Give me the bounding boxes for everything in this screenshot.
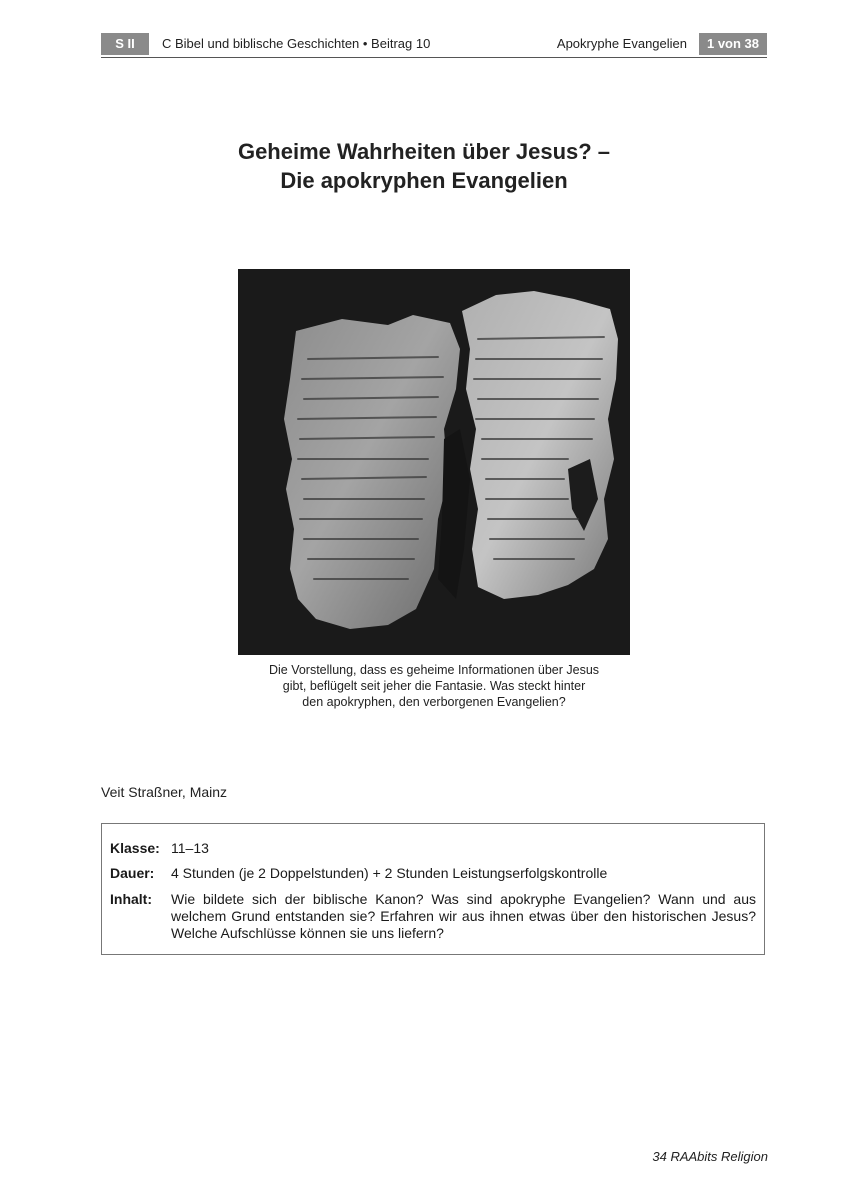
- caption-line-2: gibt, beflügelt seit jeher die Fantasie. Was steckt hinter: [282, 679, 586, 693]
- level-badge: S II: [101, 33, 149, 55]
- page-title: [0, 137, 848, 195]
- inhalt-label: Inhalt:: [110, 891, 152, 907]
- title-line-1: Geheime Wahrheiten über Jesus? –: [237, 139, 611, 164]
- series-title: C Bibel und biblische Geschichten • Beitrag 10: [162, 36, 431, 51]
- publication-footer: 34 RAAbits Religion: [652, 1149, 768, 1164]
- author-line: Veit Straßner, Mainz: [101, 784, 228, 800]
- dauer-value: 4 Stunden (je 2 Doppelstunden) + 2 Stunden Leistungserfolgskontrolle: [171, 865, 608, 881]
- klasse-value: 11–13: [171, 840, 209, 856]
- klasse-label: Klasse:: [110, 840, 160, 856]
- papyrus-photo: [238, 269, 630, 655]
- caption-line-1: Die Vorstellung, dass es geheime Informationen über Jesus: [268, 663, 600, 677]
- caption-line-3: den apokryphen, den verborgenen Evangelien?: [302, 695, 566, 709]
- photo-caption: [238, 662, 630, 710]
- inhalt-value: Wie bildete sich der biblische Kanon? Was sind apokryphe Evangelien? Wann und aus welchem Grund entstanden sie? Erfahren wir aus ihnen etwas über den historischen Jesus? Welche Aufschlüsse können sie uns liefern?: [171, 891, 756, 941]
- page-header: [101, 33, 767, 58]
- lesson-info-box: [101, 823, 765, 955]
- page-number-badge: 1 von 38: [699, 33, 767, 55]
- dauer-label: Dauer:: [110, 865, 155, 881]
- title-line-2: Die apokryphen Evangelien: [280, 168, 568, 193]
- topic-title: Apokryphe Evangelien: [556, 36, 687, 51]
